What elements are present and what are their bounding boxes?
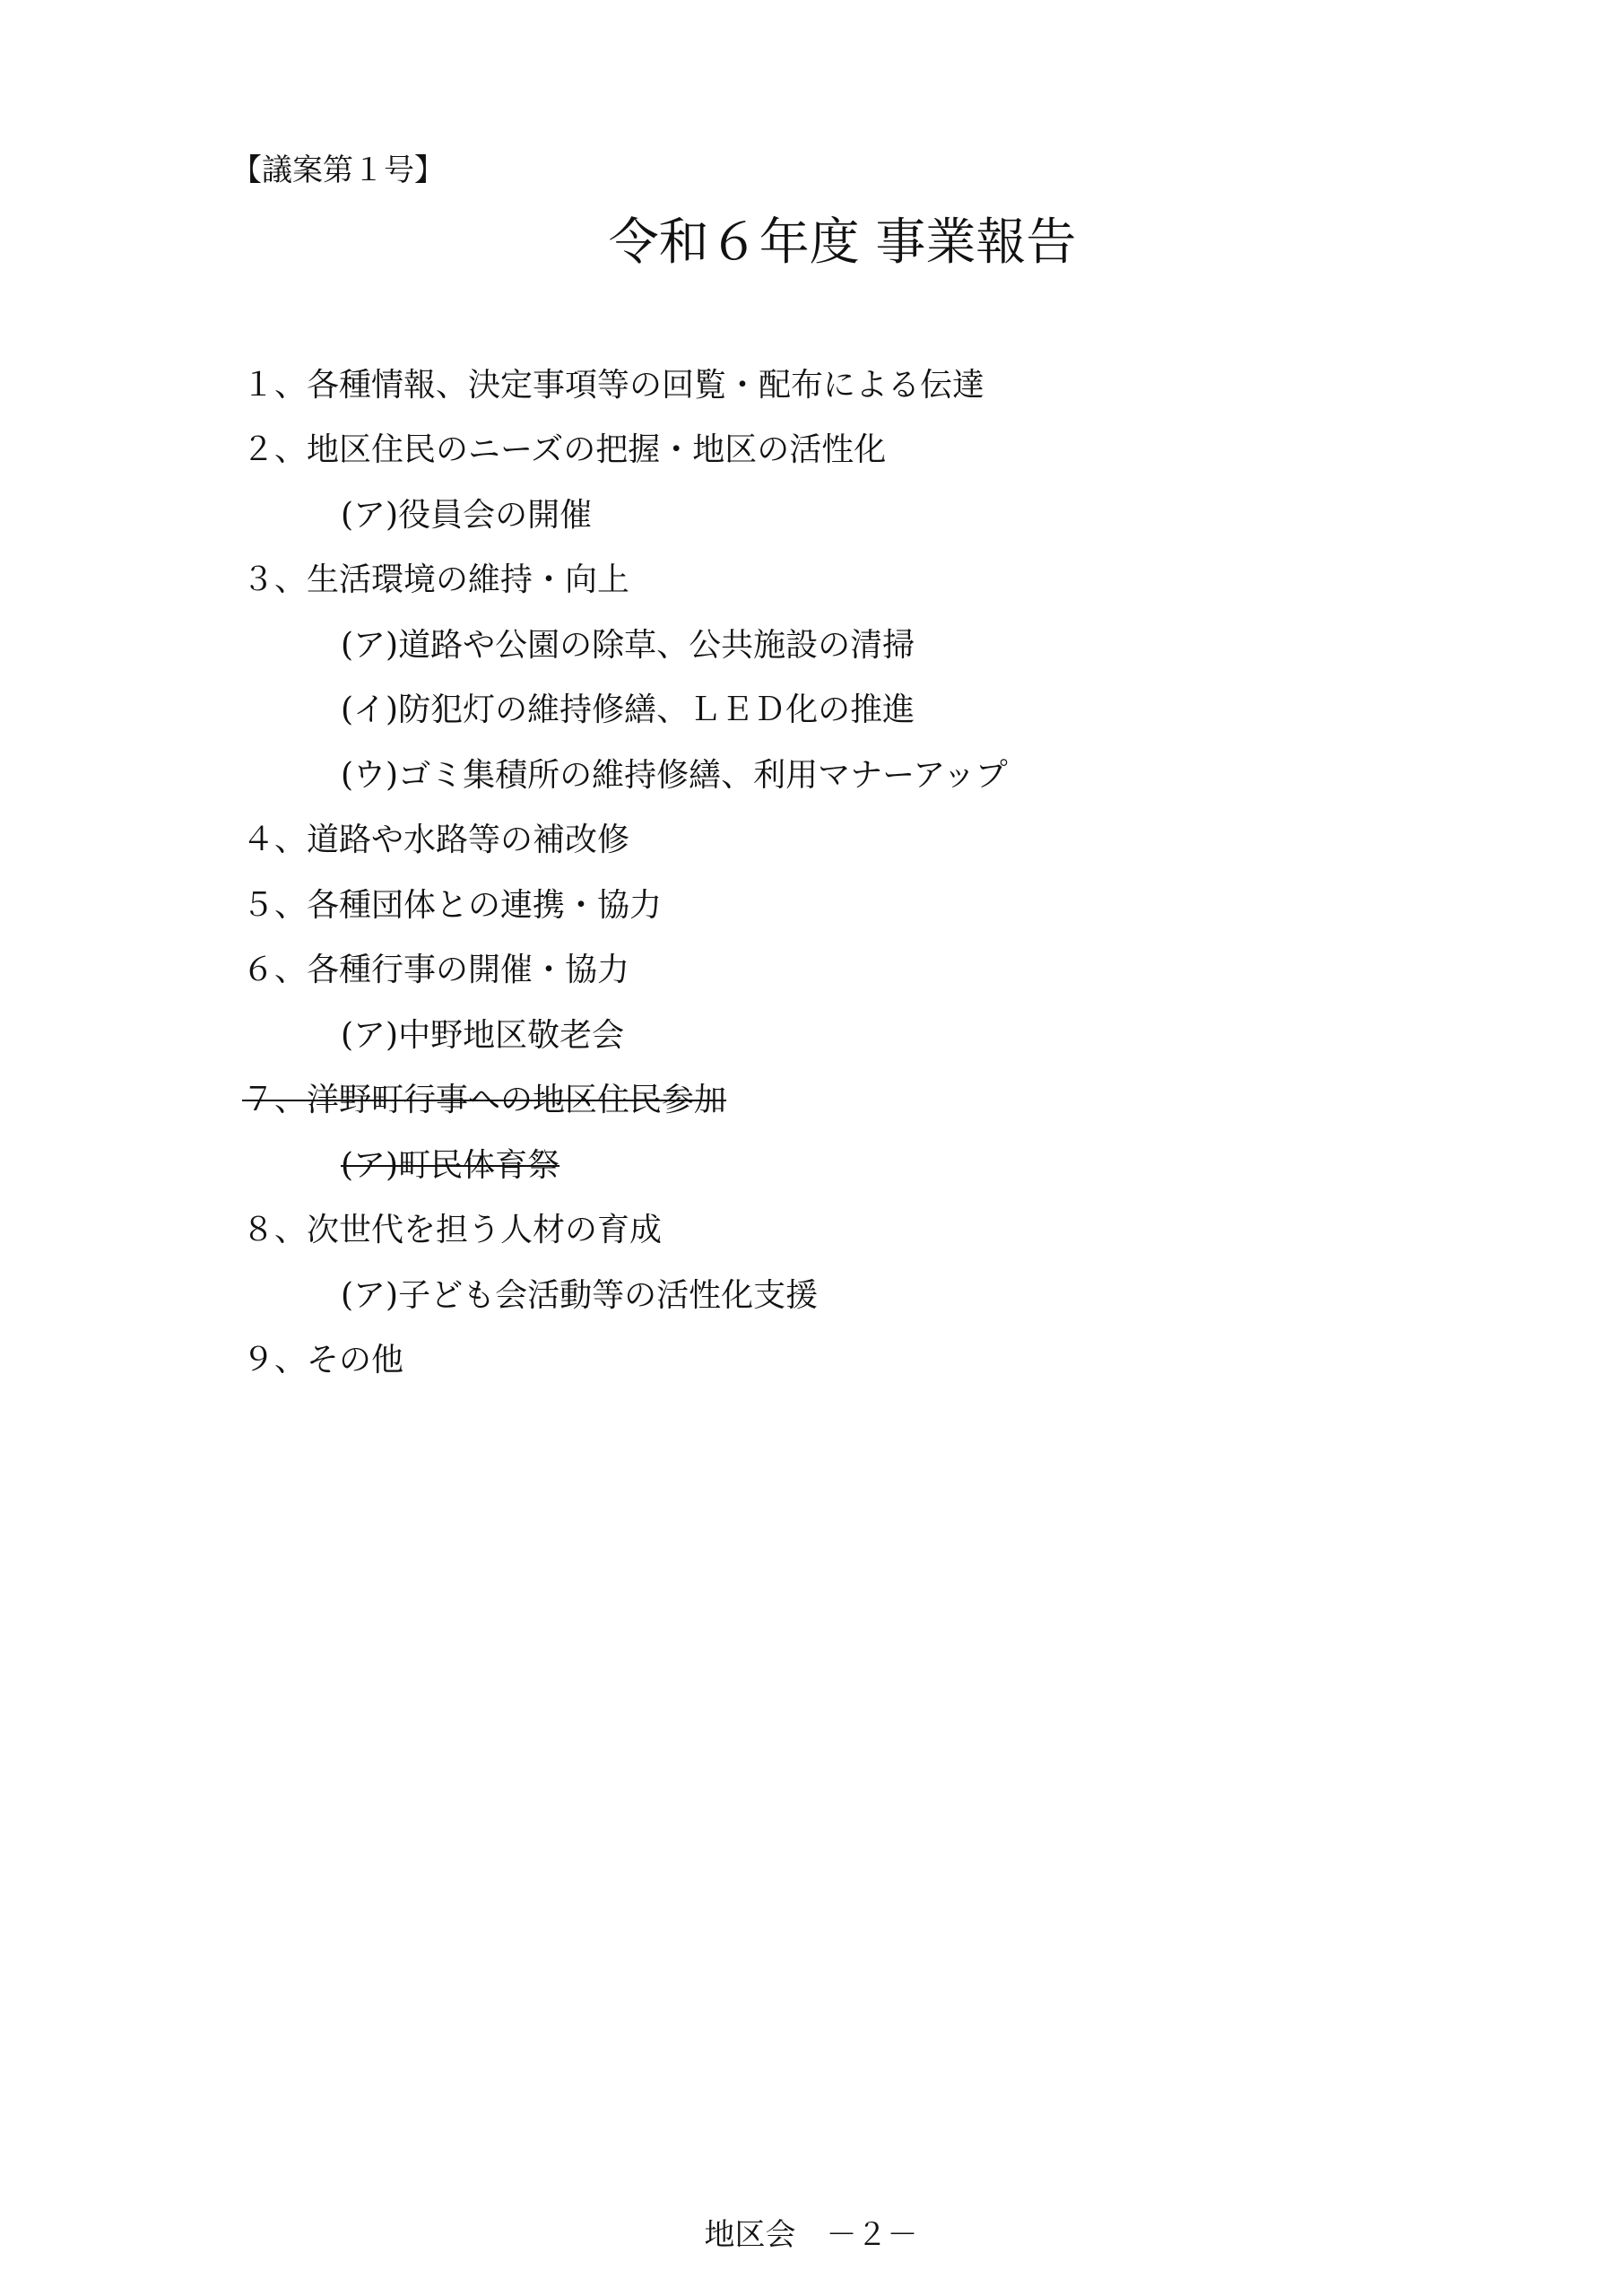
list-subitem: (ア)子ども会活動等の活性化支援 xyxy=(341,1277,819,1314)
list-subitem: (ウ)ゴミ集積所の維持修繕、利用マナーアップ xyxy=(341,757,1008,794)
list-subitem: (ア)中野地区敬老会 xyxy=(341,1017,625,1054)
list-item: ５、各種団体との連携・協力 xyxy=(242,887,663,924)
page-title: 令和６年度 事業報告 xyxy=(608,213,1077,272)
page-footer: 地区会 －２－ xyxy=(704,2217,918,2253)
list-item: ４、道路や水路等の補改修 xyxy=(242,822,630,858)
list-item: ８、次世代を担う人材の育成 xyxy=(242,1212,663,1248)
list-subitem: (ア)道路や公園の除草、公共施設の清掃 xyxy=(341,627,915,664)
list-item-struck: ７、洋野町行事への地区住民参加 xyxy=(242,1082,727,1118)
list-subitem: (イ)防犯灯の維持修繕、ＬＥＤ化の推進 xyxy=(341,691,915,728)
list-item: ２、地区住民のニーズの把握・地区の活性化 xyxy=(242,431,887,468)
list-item: １、各種情報、決定事項等の回覧・配布による伝達 xyxy=(242,367,985,404)
list-item: ６、各種行事の開催・協力 xyxy=(242,952,630,988)
list-item: ３、生活環境の維持・向上 xyxy=(242,561,630,598)
list-subitem-struck: (ア)町民体育祭 xyxy=(341,1147,560,1184)
agenda-label: 【議案第１号】 xyxy=(231,152,445,188)
list-subitem: (ア)役員会の開催 xyxy=(341,497,593,534)
list-item: ９、その他 xyxy=(242,1342,404,1378)
